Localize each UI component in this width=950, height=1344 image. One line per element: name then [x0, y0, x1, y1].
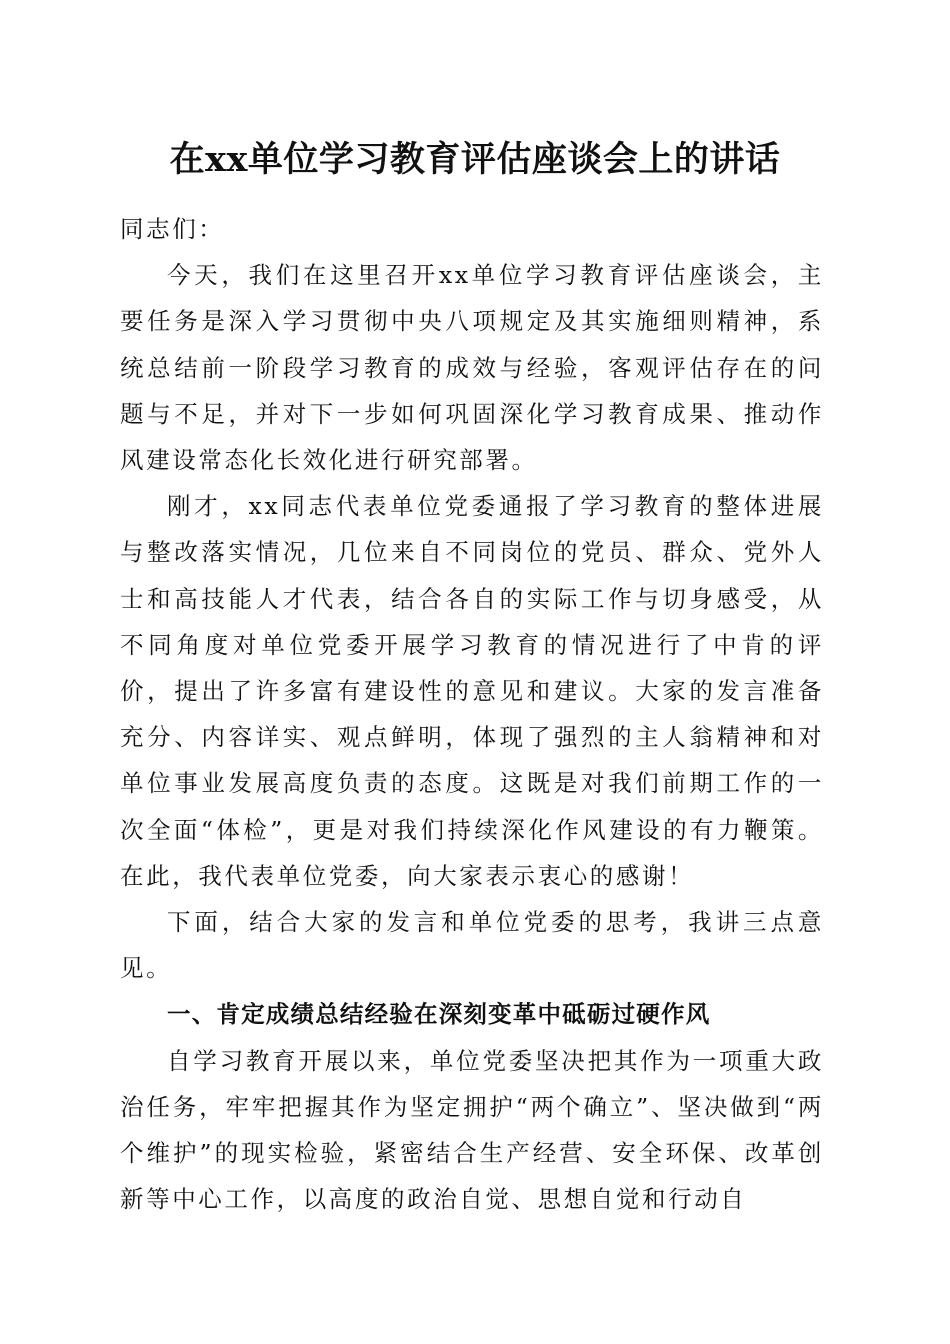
document-body — [120, 206, 824, 1222]
salutation: 同志们： — [120, 215, 225, 243]
paragraph-section-one: 自学习教育开展以来，单位党委坚决把其作为一项重大政治任务，牢牢把握其作为坚定拥护“两个确立”、坚决做到“两个维护”的现实检验，紧密结合生产经营、安全环保、改革创新等中心工作，以高度的政治自觉、思想自觉和行动自 — [120, 1046, 824, 1214]
document-title: 在xx单位学习教育评估座谈会上的讲话 — [169, 139, 781, 180]
paragraph-transition: 下面，结合大家的发言和单位党委的思考，我讲三点意见。 — [120, 908, 824, 983]
paragraph-review: 刚才，xx同志代表单位党委通报了学习教育的整体进展与整改落实情况，几位来自不同岗位的党员、群众、党外人士和高技能人才代表，结合各自的实际工作与切身感受，从不同角度对单位党委开展学习教育的情况进行了中肯的评价，提出了许多富有建设性的意见和建议。大家的发言准备充分、内容详实、观点鲜明，体现了强烈的主人翁精神和对单位事业发展高度负责的态度。这既是对我们前期工作的一次全面“体检”，更是对我们持续深化作风建设的有力鞭策。在此，我代表单位党委，向大家表示衷心的感谢！ — [120, 492, 824, 890]
section-heading: 一、肯定成绩总结经验在深刻变革中砥砺过硬作风 — [167, 1000, 711, 1029]
paragraph-opening: 今天，我们在这里召开xx单位学习教育评估座谈会，主要任务是深入学习贯彻中央八项规定及其实施细则精神，系统总结前一阶段学习教育的成效与经验，客观评估存在的问题与不足，并对下一步如何巩固深化学习教育成果、推动作风建设常态化长效化进行研究部署。 — [120, 261, 824, 475]
